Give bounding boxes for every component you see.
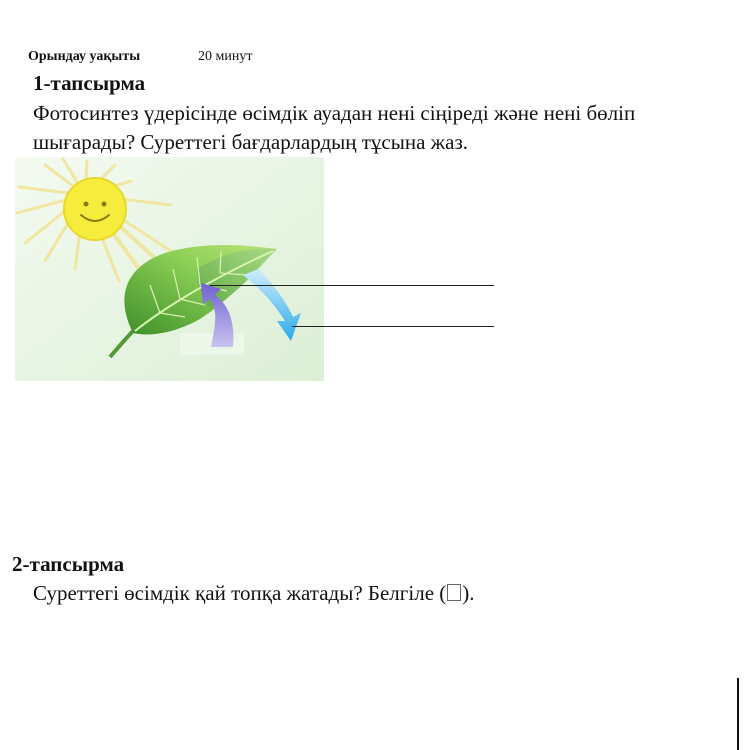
task2-title: 2-тапсырма <box>12 552 125 576</box>
answer-line-released[interactable] <box>292 326 494 327</box>
time-value: 20 минут <box>198 49 253 64</box>
time-label: Орындау уақыты <box>28 49 141 64</box>
task1-question: Фотосинтез үдерісінде өсімдік ауадан нені сіңіреді және нені бөліп шығарады? Суреттегі бағдарлардың тұсына жаз. <box>33 101 636 154</box>
checkbox-icon <box>447 584 461 601</box>
task2-question-text: Суреттегі өсімдік қай топқа жатады? Белгіле ( <box>33 581 447 605</box>
answer-line-absorbed[interactable] <box>210 285 494 286</box>
task2-question <box>33 581 475 606</box>
task2-question-end: ). <box>462 581 475 605</box>
photosynthesis-illustration <box>15 157 324 381</box>
page-edge-line <box>737 678 739 750</box>
task1-title: 1-тапсырма <box>33 71 146 95</box>
